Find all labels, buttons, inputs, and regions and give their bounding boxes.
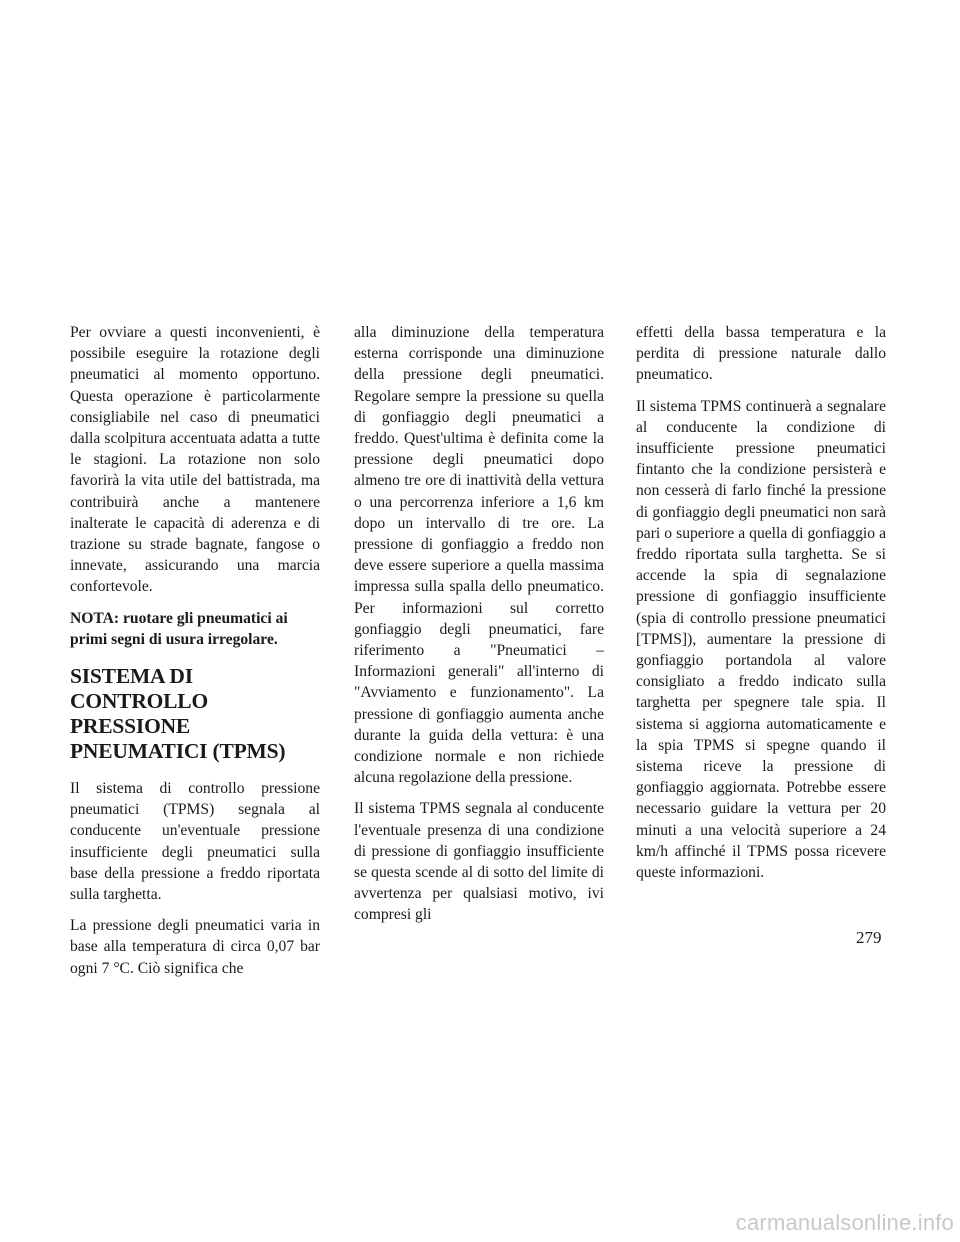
section-title-tpms: SISTEMA DI CONTROLLO PRESSIONE PNEUMATICI (TPMS) <box>70 664 286 764</box>
text-column-right <box>636 322 886 893</box>
paragraph-tpms-warning: Il sistema TPMS segnala al conducente l'eventuale presenza di una condizione di pressione di gonfiaggio insufficiente se questa scende al di sotto del limite di avvertenza per qualsiasi motivo, ivi compresi gli <box>354 800 604 924</box>
paragraph-tpms-continue: Il sistema TPMS continuerà a segnalare al conducente la condizione di insufficiente pressione pneumatici fintanto che la condizione persisterà e non cesserà di farlo finché la pressione di gonfiaggio degli pneumatici non sarà pari o superiore a quella di gonfiaggio a freddo riportata sulla targhetta. Se si accende la spia di segnalazione pressione di gonfiaggio insufficiente (spia di controllo pressione pneumatici [TPMS]), aumentare la pressione di gonfiaggio portandola al valore consigliato a freddo indicato sulla targhetta per spegnere tale spia. Il sistema si aggiorna automaticamente e la spia TPMS si spegne quando il sistema riceve la pressione di gonfiaggio aggiornata. Potrebbe essere necessario guidare la vettura per 20 minuti a una velocità superiore a 24 km/h affinché il TPMS possa ricevere queste informazioni. <box>636 397 886 882</box>
paragraph-low-temperature-effects: effetti della bassa temperatura e la perdita di pressione naturale dallo pneumatico. <box>636 324 886 384</box>
text-column-left <box>70 322 320 989</box>
paragraph-tpms-intro: Il sistema di controllo pressione pneumatici (TPMS) segnala al conducente un'eventuale pressione insufficiente degli pneumatici sulla base della pressione a freddo riportata sulla targhetta. <box>70 780 320 904</box>
note-rotation: NOTA: ruotare gli pneumatici ai primi segni di usura irregolare. <box>70 609 288 648</box>
paragraph-pressure-temperature: La pressione degli pneumatici varia in base alla temperatura di circa 0,07 bar ogni 7 °C. Ciò significa che <box>70 917 320 977</box>
watermark: carmanualsonline.info <box>735 1210 954 1235</box>
paragraph-rotation: Per ovviare a questi inconvenienti, è possibile eseguire la rotazione degli pneumatici al momento opportuno. Questa operazione è particolarmente consigliabile nel caso di pneumatici dalla scolpitura accentuata adatta a tutte le stagioni. La rotazione non solo favorirà la vita utile del battistrada, ma contribuirà anche a mantenere inalterate le capacità di aderenza e di trazione su strade bagnate, fangose o innevate, assicurando una marcia confortevole. <box>70 324 320 596</box>
page-number: 279 <box>856 928 882 947</box>
text-column-middle <box>354 322 604 936</box>
paragraph-cold-pressure: alla diminuzione della temperatura esterna corrisponde una diminuzione della pressione degli pneumatici. Regolare sempre la pressione su quella di gonfiaggio degli pneumatici a freddo. Quest'ultima è definita come la pressione degli pneumatici dopo almeno tre ore di inattività della vettura o una percorrenza inferiore a 1,6 km dopo un intervallo di tre ore. La pressione di gonfiaggio a freddo non deve essere superiore a quella massima impressa sulla spalla dello pneumatico. Per informazioni sul corretto gonfiaggio degli pneumatici, fare riferimento a "Pneumatici – Informazioni generali" all'interno di "Avviamento e funzionamento". La pressione di gonfiaggio aumenta anche durante la guida della vettura: è una condizione normale e non richiede alcuna regolazione della pressione. <box>354 324 604 787</box>
